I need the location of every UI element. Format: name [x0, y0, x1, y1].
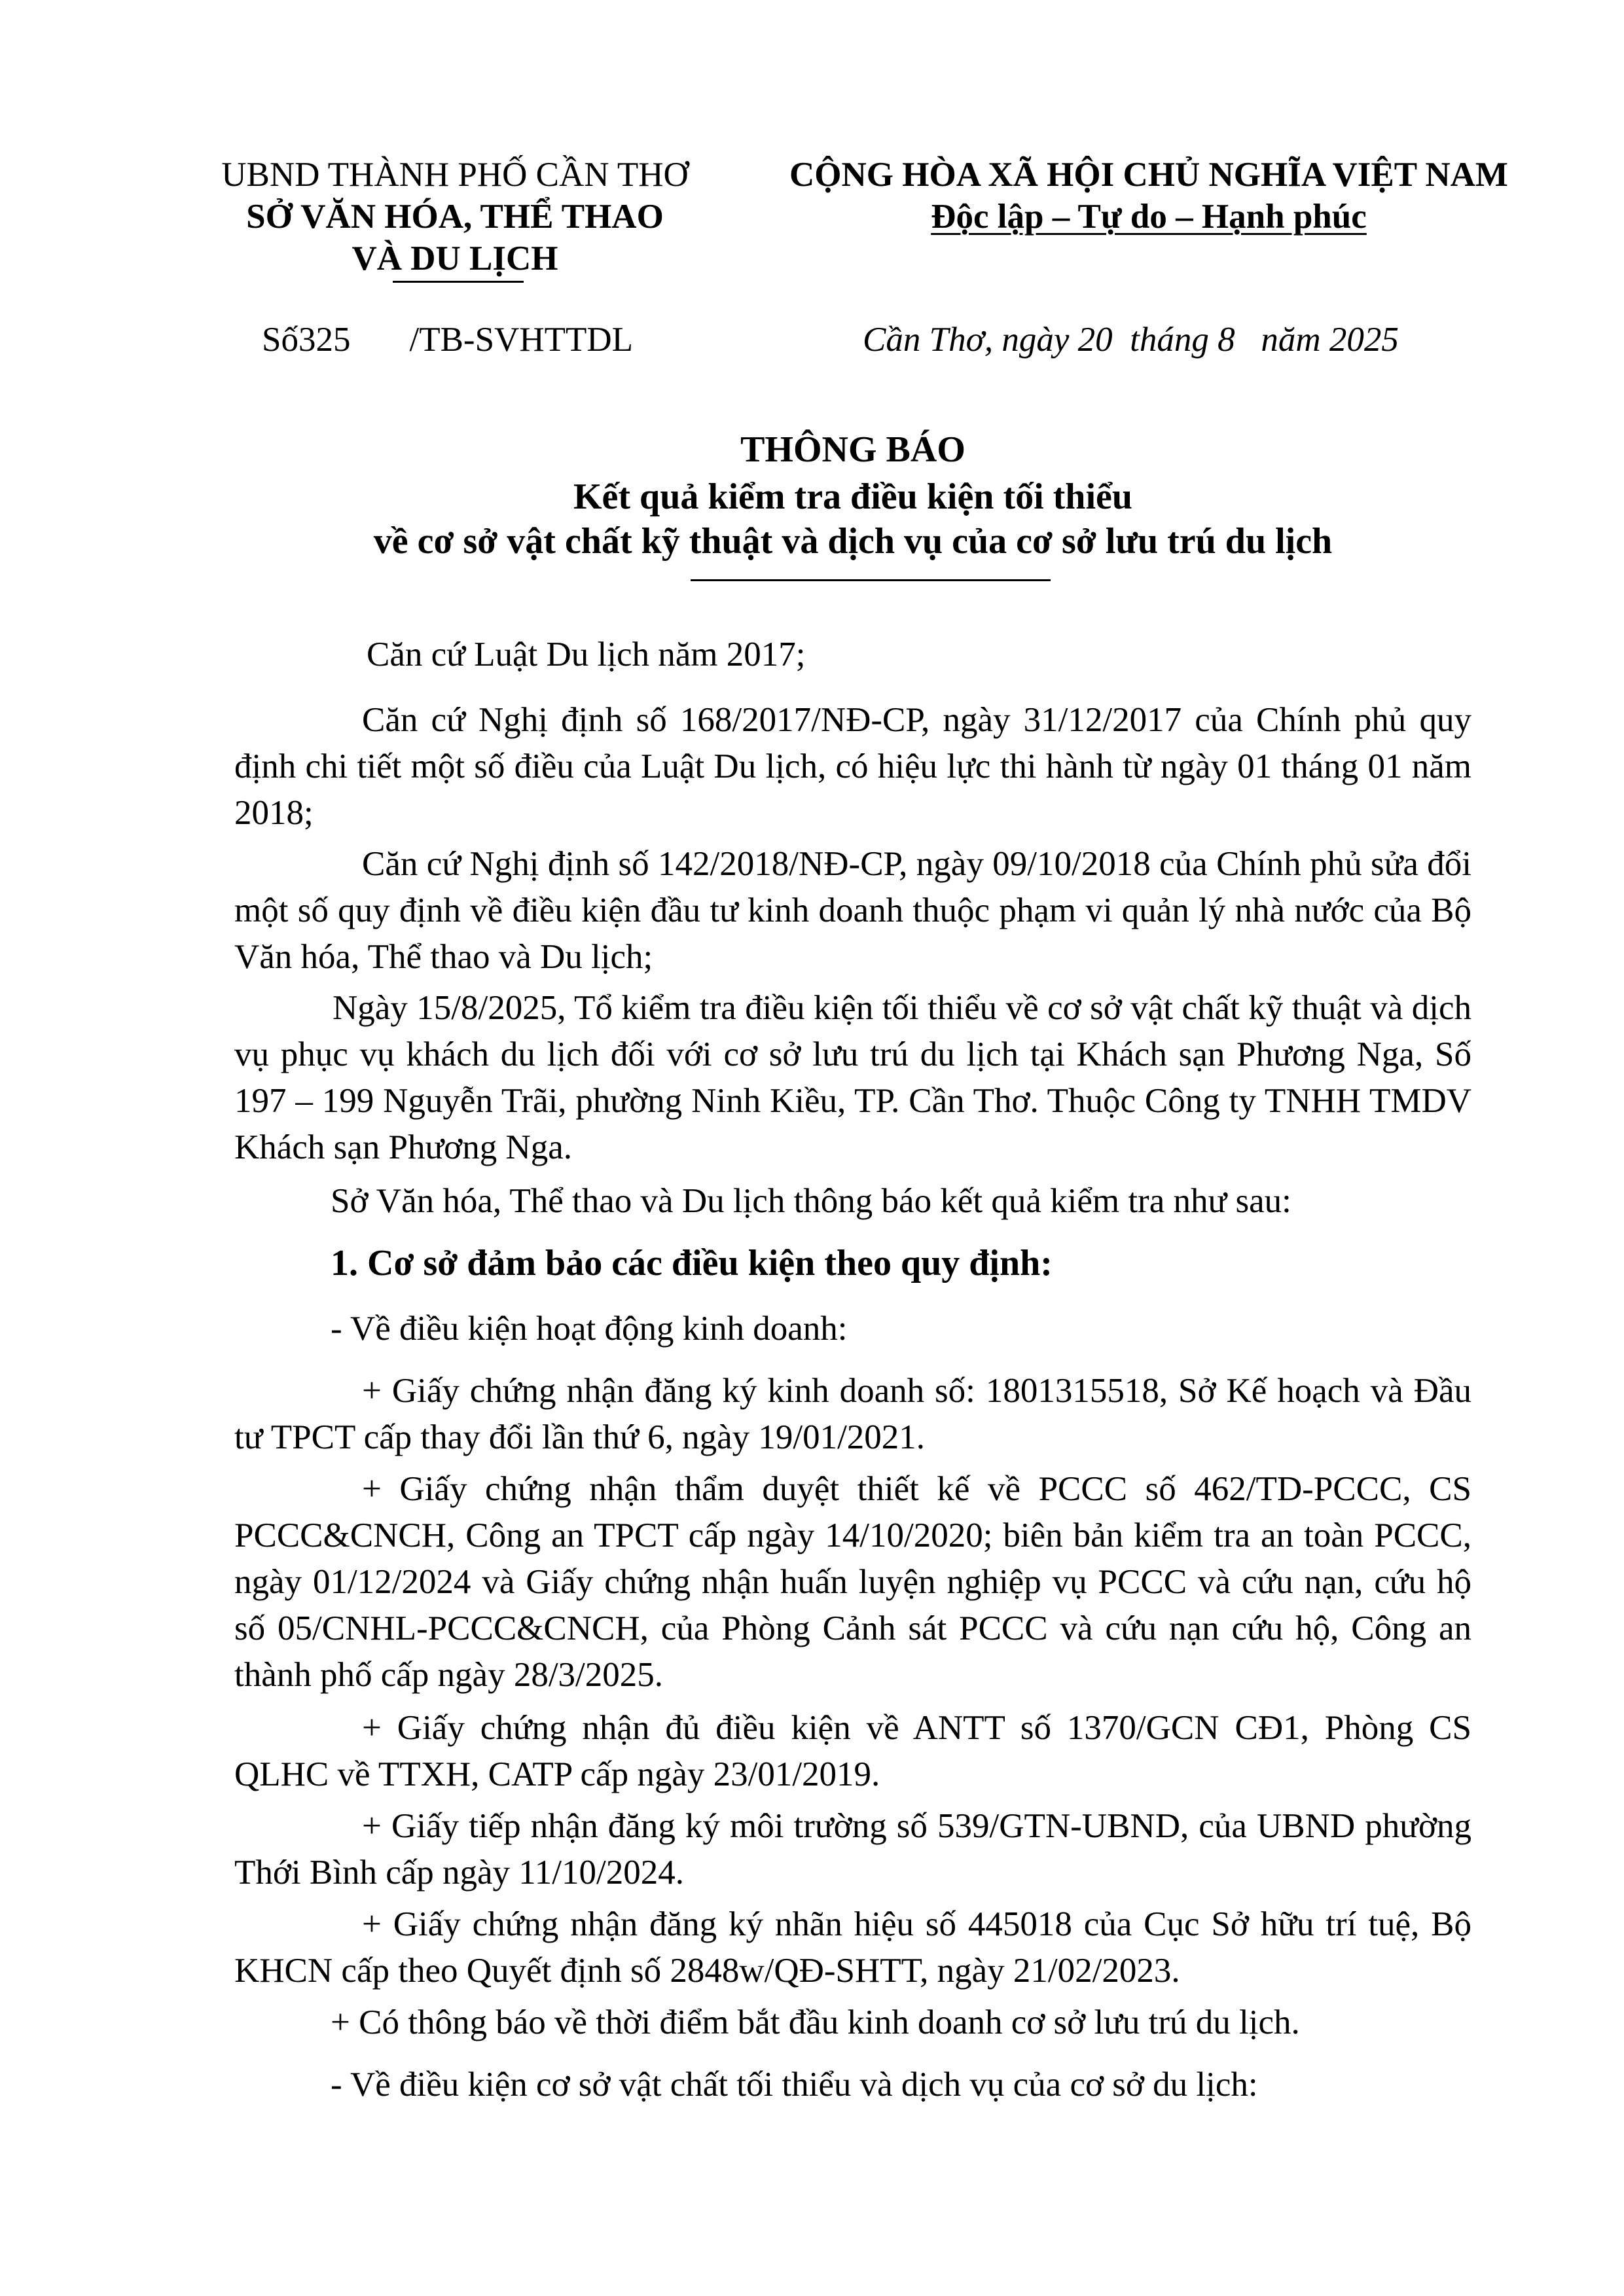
fire-safety-item: + Giấy chứng nhận thẩm duyệt thiết kế về PCCC số 462/TD-PCCC, CS PCCC&CNCH, Công an TPCT cấp ngày 14/10/2020; biên bản kiểm tra an toàn PCCC, ngày 01/12/2024 và Giấy chứng nhận huấn luyện nghiệp vụ PCCC và cứu nạn, cứu hộ số 05/CNHL-PCCC&CNCH, của Phòng Cảnh sát PCCC và cứu nạn cứu hộ, Công an thành phố cấp ngày 28/3/2025. [234, 1470, 1471, 1694]
business-conditions-heading: - Về điều kiện hoạt động kinh doanh: [331, 1310, 848, 1348]
agency-block [203, 154, 707, 279]
facility-conditions-heading: - Về điều kiện cơ sở vật chất tối thiểu và dịch vụ của cơ sở du lịch: [331, 2066, 1258, 2104]
doc-number-suffix: /TB-SVHTTDL [409, 321, 634, 359]
legal-basis-3: Căn cứ Nghị định số 142/2018/NĐ-CP, ngày 09/10/2018 của Chính phủ sửa đổi một số quy định về điều kiện đầu tư kinh doanh thuộc phạm vi quản lý nhà nước của Bộ Văn hóa, Thể thao và Du lịch; [234, 845, 1471, 976]
place-date: Cần Thơ, ngày 20 tháng 8 năm 2025 [863, 321, 1399, 359]
notice-subtitle-2: về cơ sở vật chất kỹ thuật và dịch vụ của cơ sở lưu trú du lịch [373, 521, 1333, 562]
section-1-heading: 1. Cơ sở đảm bảo các điều kiện theo quy định: [331, 1243, 1053, 1283]
doc-number-value: 325 [298, 321, 351, 359]
agency-name-cont: VÀ DU LỊCH [352, 240, 558, 278]
result-intro: Sở Văn hóa, Thể thao và Du lịch thông báo kết quả kiểm tra như sau: [331, 1182, 1291, 1220]
title-underline [691, 579, 1051, 581]
agency-parent: UBND THÀNH PHỐ CẦN THƠ [221, 156, 689, 194]
agency-underline [393, 281, 524, 283]
nation-motto: Độc lập – Tự do – Hạnh phúc [931, 198, 1367, 236]
security-certificate-item: + Giấy chứng nhận đủ điều kiện về ANTT số 1370/GCN CĐ1, Phòng CS QLHC về TTXH, CATP cấp ngày 23/01/2019. [234, 1709, 1471, 1793]
business-license-item: + Giấy chứng nhận đăng ký kinh doanh số: 1801315518, Sở Kế hoạch và Đầu tư TPCT cấp thay đổi lần thứ 6, ngày 19/01/2021. [234, 1372, 1471, 1456]
legal-basis-2: Căn cứ Nghị định số 168/2017/NĐ-CP, ngày 31/12/2017 của Chính phủ quy định chi tiết một số điều của Luật Du lịch, có hiệu lực thi hành từ ngày 01 tháng 01 năm 2018; [234, 701, 1471, 832]
inspection-paragraph: Ngày 15/8/2025, Tổ kiểm tra điều kiện tối thiểu về cơ sở vật chất kỹ thuật và dịch vụ phục vụ khách du lịch đối với cơ sở lưu trú du lịch tại Khách sạn Phương Nga, Số 197 – 199 Nguyễn Trãi, phường Ninh Kiều, TP. Cần Thơ. Thuộc Công ty TNHH TMDV Khách sạn Phương Nga. [234, 989, 1471, 1166]
nation-name: CỘNG HÒA XÃ HỘI CHỦ NGHĨA VIỆT NAM [789, 156, 1508, 194]
environment-registration-item: + Giấy tiếp nhận đăng ký môi trường số 539/GTN-UBND, của UBND phường Thới Bình cấp ngày 11/10/2024. [234, 1807, 1471, 1892]
doc-number [262, 319, 633, 361]
business-start-notice-item: + Có thông báo về thời điểm bắt đầu kinh doanh cơ sở lưu trú du lịch. [331, 2003, 1300, 2041]
notice-subtitle-1: Kết quả kiểm tra điều kiện tối thiểu [573, 476, 1133, 517]
doc-number-prefix: Số [262, 321, 298, 359]
legal-basis-1: Căn cứ Luật Du lịch năm 2017; [367, 636, 806, 673]
agency-name: SỞ VĂN HÓA, THỂ THAO [246, 198, 664, 236]
nation-block [759, 154, 1538, 238]
trademark-item: + Giấy chứng nhận đăng ký nhãn hiệu số 445018 của Cục Sở hữu trí tuệ, Bộ KHCN cấp theo Quyết định số 2848w/QĐ-SHTT, ngày 21/02/2023. [234, 1905, 1471, 1990]
notice-title: THÔNG BÁO [740, 429, 965, 470]
